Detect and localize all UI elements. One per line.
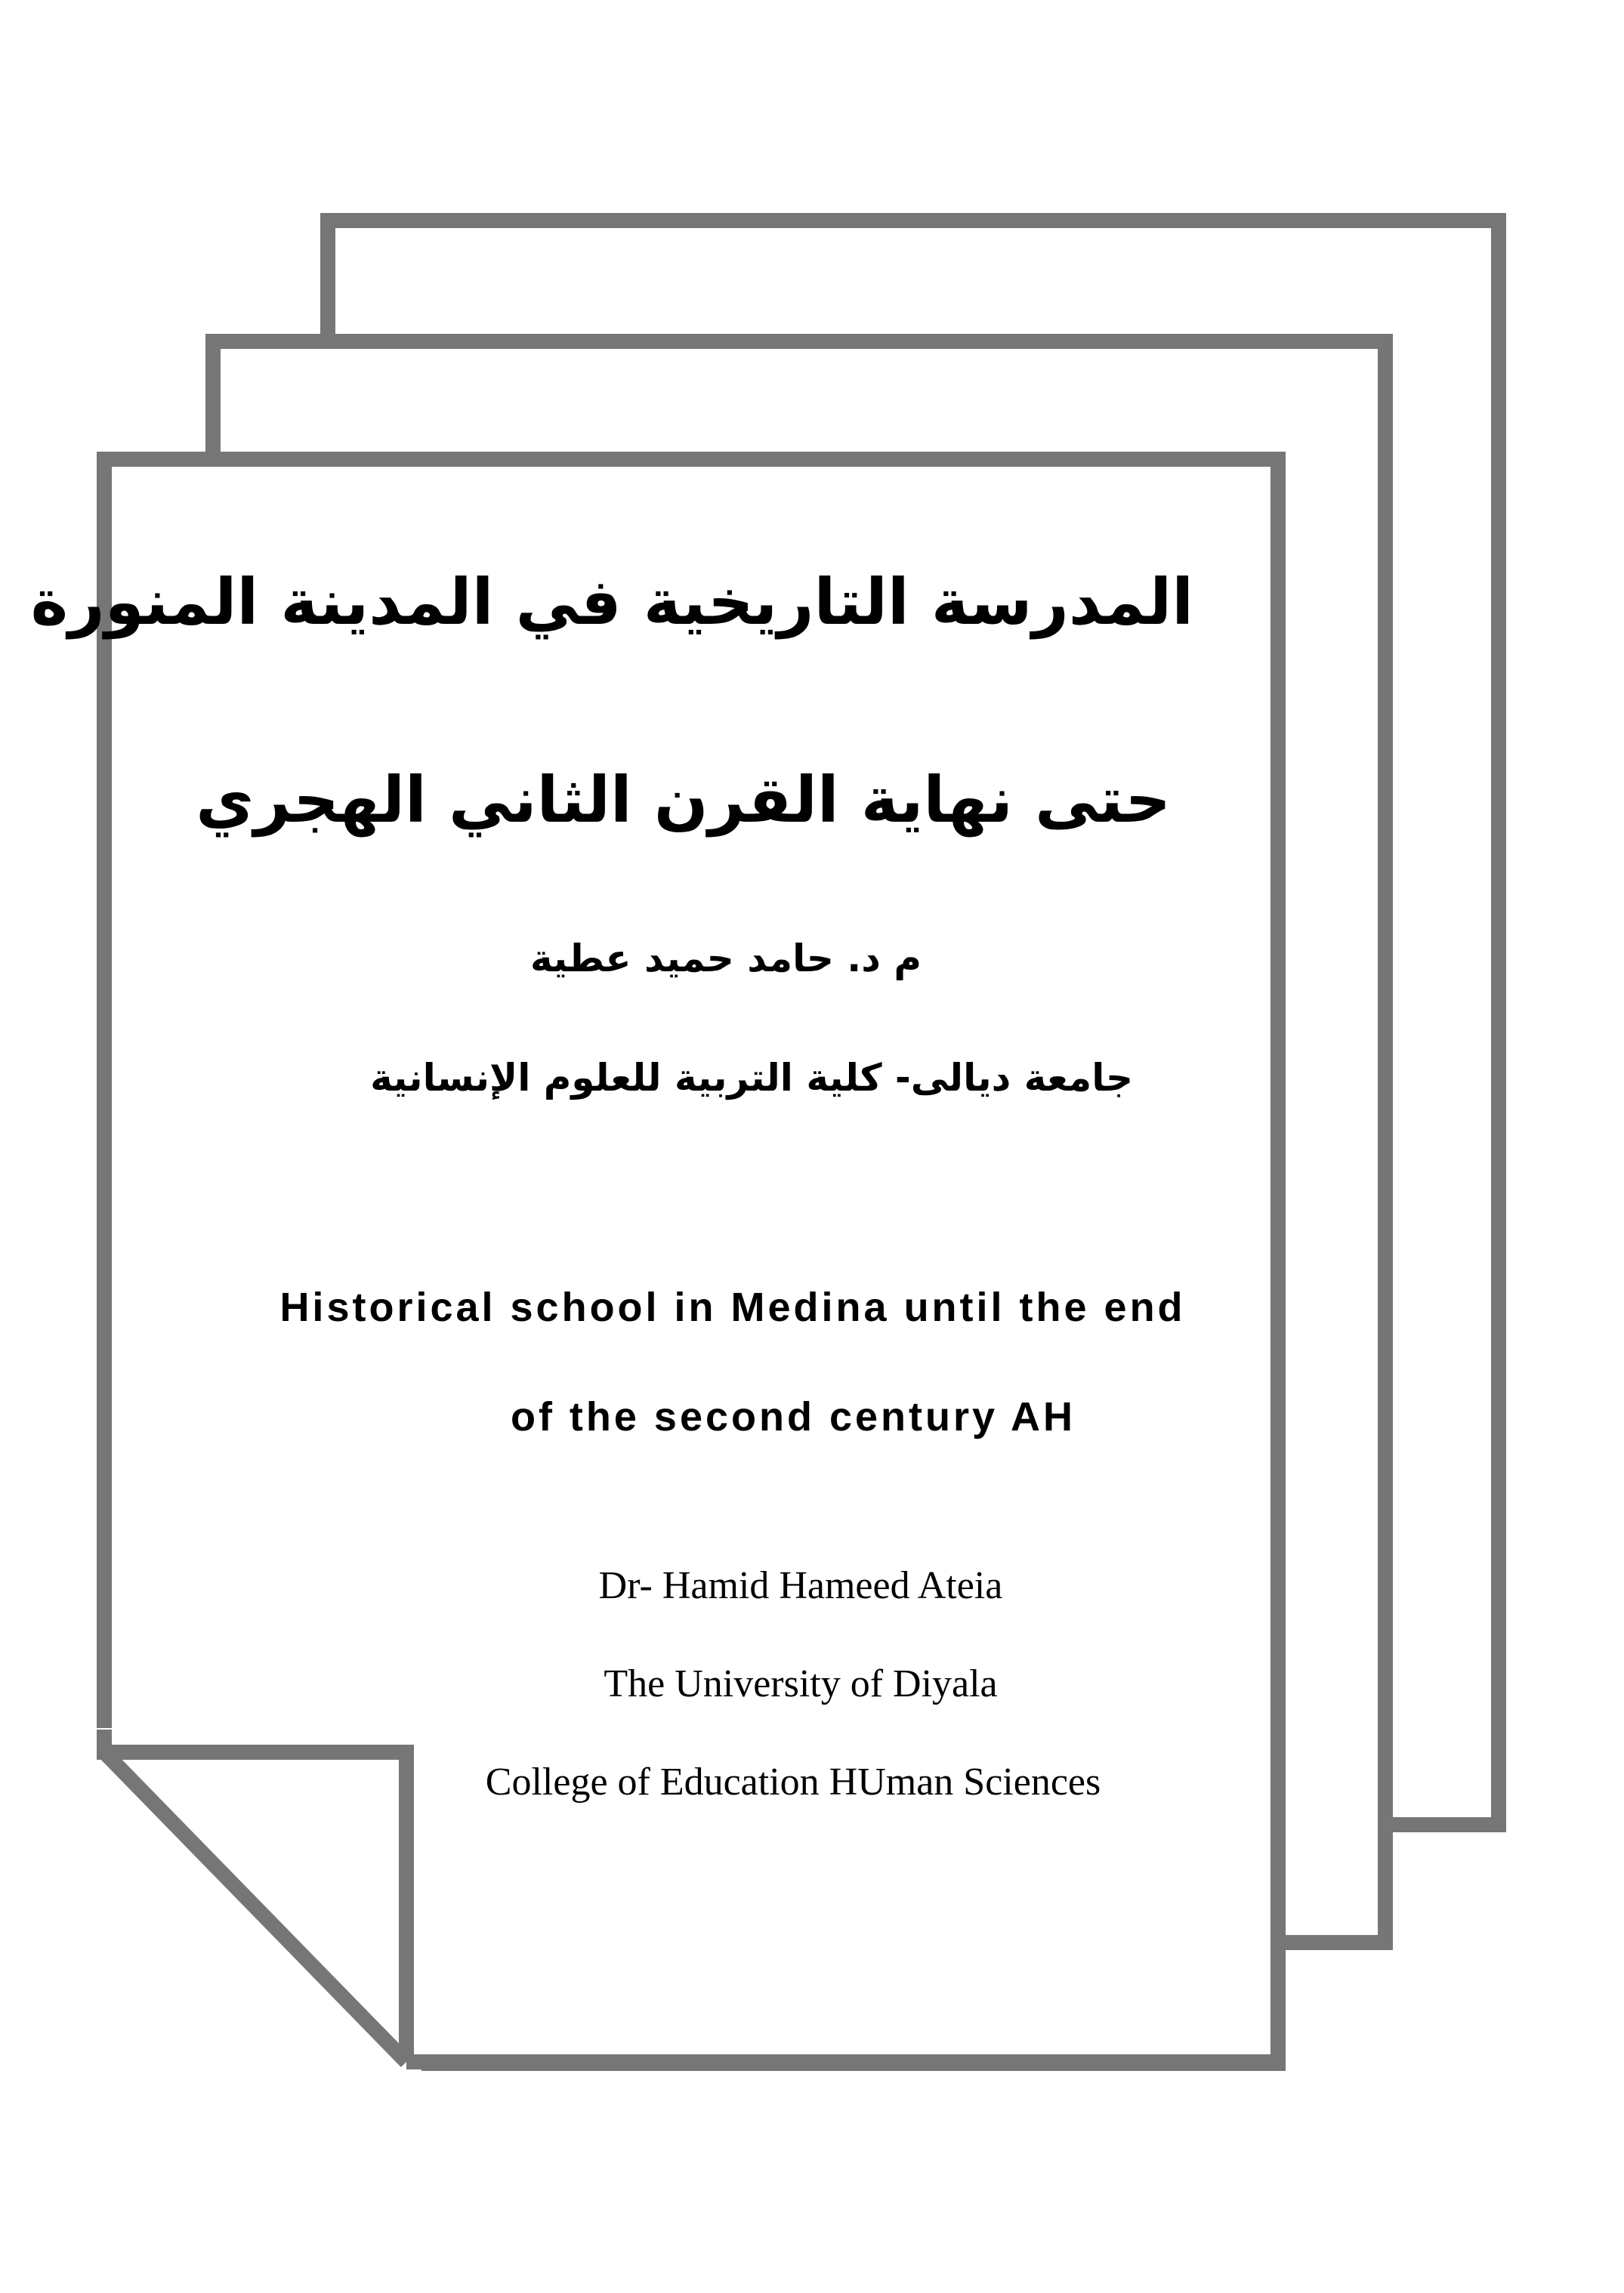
arabic-author: م د. حامد حميد عطية [529, 937, 922, 980]
english-title-line-2: of the second century AH [510, 1394, 1076, 1440]
arabic-title-line-2: حتى نهاية القرن الثاني الهجري [196, 763, 1171, 837]
english-author: Dr- Hamid Hameed Ateia [598, 1564, 1003, 1607]
arabic-title-line-1: المدرسة التاريخية في المدينة المنورة [30, 565, 1193, 639]
arabic-affiliation: جامعة ديالى- كلية التربية للعلوم الإنسانية [370, 1056, 1133, 1100]
english-university: The University of Diyala [604, 1662, 998, 1705]
english-title-line-1: Historical school in Medina until the end [279, 1285, 1186, 1330]
english-college: College of Education HUman Sciences [485, 1761, 1101, 1804]
